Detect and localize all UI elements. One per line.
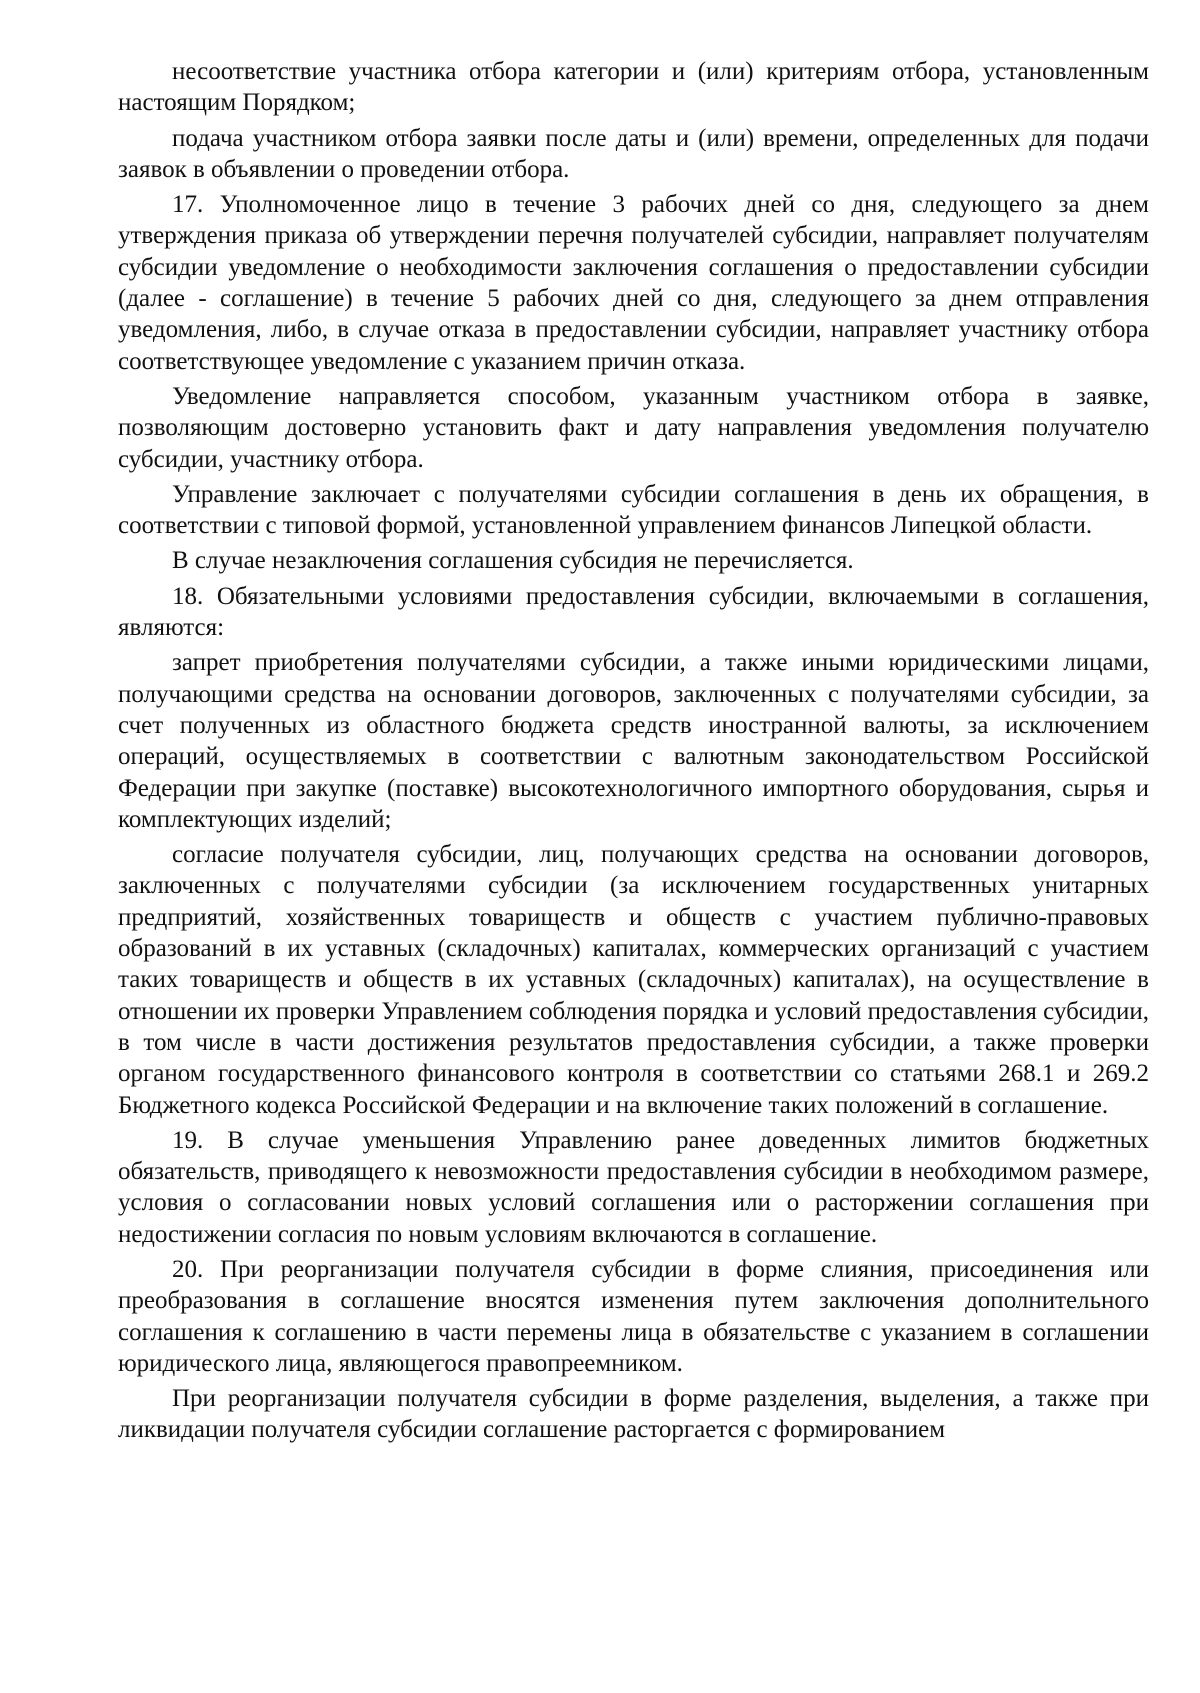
paragraph: Управление заключает с получателями субсидии соглашения в день их обращения, в соответствии с типовой формой, установленной управлением финансов Липецкой области. [118,480,1149,540]
document-page [118,56,1149,1450]
paragraph: 17. Уполномоченное лицо в течение 3 рабочих дней со дня, следующего за днем утверждения приказа об утверждении перечня получателей субсидии, направляет получателям субсидии уведомление о необходимости заключения соглашения о предоставлении субсидии (далее - соглашение) в течение 5 рабочих дней со дня, следующего за днем отправления уведомления, либо, в случае отказа в предоставлении субсидии, направляет участнику отбора соответствующее уведомление с указанием причин отказа. [118,191,1149,375]
paragraph: При реорганизации получателя субсидии в форме разделения, выделения, а также при ликвидации получателя субсидии соглашение расторгается с формированием [118,1385,1149,1444]
paragraph: В случае незаключения соглашения субсидия не перечисляется. [172,547,854,575]
paragraph: подача участником отбора заявки после даты и (или) времени, определенных для подачи заявок в объявлении о проведении отбора. [118,124,1149,183]
paragraph: 19. В случае уменьшения Управлению ранее доведенных лимитов бюджетных обязательств, приводящего к невозможности предоставления субсидии в необходимом размере, условия о согласовании новых условий соглашения или о расторжении соглашения при недостижении согласия по новым условиям включаются в соглашение. [118,1126,1149,1248]
paragraph: запрет приобретения получателями субсидии, а также иными юридическими лицами, получающими средства на основании договоров, заключенных с получателями субсидии, за счет полученных из областного бюджета средств иностранной валюты, за исключением операций, осуществляемых в соответствии с валютным законодательством Российской Федерации при закупке (поставке) высокотехнологичного импортного оборудования, сырья и комплектующих изделий; [118,649,1149,833]
paragraph: несоответствие участника отбора категории и (или) критериям отбора, установленным настоящим Порядком; [118,58,1149,117]
paragraph: 20. При реорганизации получателя субсидии в форме слияния, присоединения или преобразования в соглашение вносятся изменения путем заключения дополнительного соглашения к соглашению в части перемены лица в обязательстве с указанием в соглашении юридического лица, являющегося правопреемником. [118,1255,1149,1377]
paragraph: 18. Обязательными условиями предоставления субсидии, включаемыми в соглашения, являются: [118,582,1149,642]
paragraph: Уведомление направляется способом, указанным участником отбора в заявке, позволяющим достоверно установить факт и дату направления уведомления получателю субсидии, участнику отбора. [118,382,1149,473]
paragraph: согласие получателя субсидии, лиц, получающих средства на основании договоров, заключенных с получателями субсидии (за исключением государственных унитарных предприятий, хозяйственных товариществ и обществ с участием публично-правовых образований в их уставных (складочных) капиталах, коммерческих организаций с участием таких товариществ и обществ в их уставных (складочных) капиталах), на осуществление в отношении их проверки Управлением соблюдения порядка и условий предоставления субсидии, в том числе в части достижения результатов предоставления субсидии, а также проверки органом государственного финансового контроля в соответствии со статьями 268.1 и 269.2 Бюджетного кодекса Российской Федерации и на включение таких положений в соглашение. [118,841,1149,1119]
